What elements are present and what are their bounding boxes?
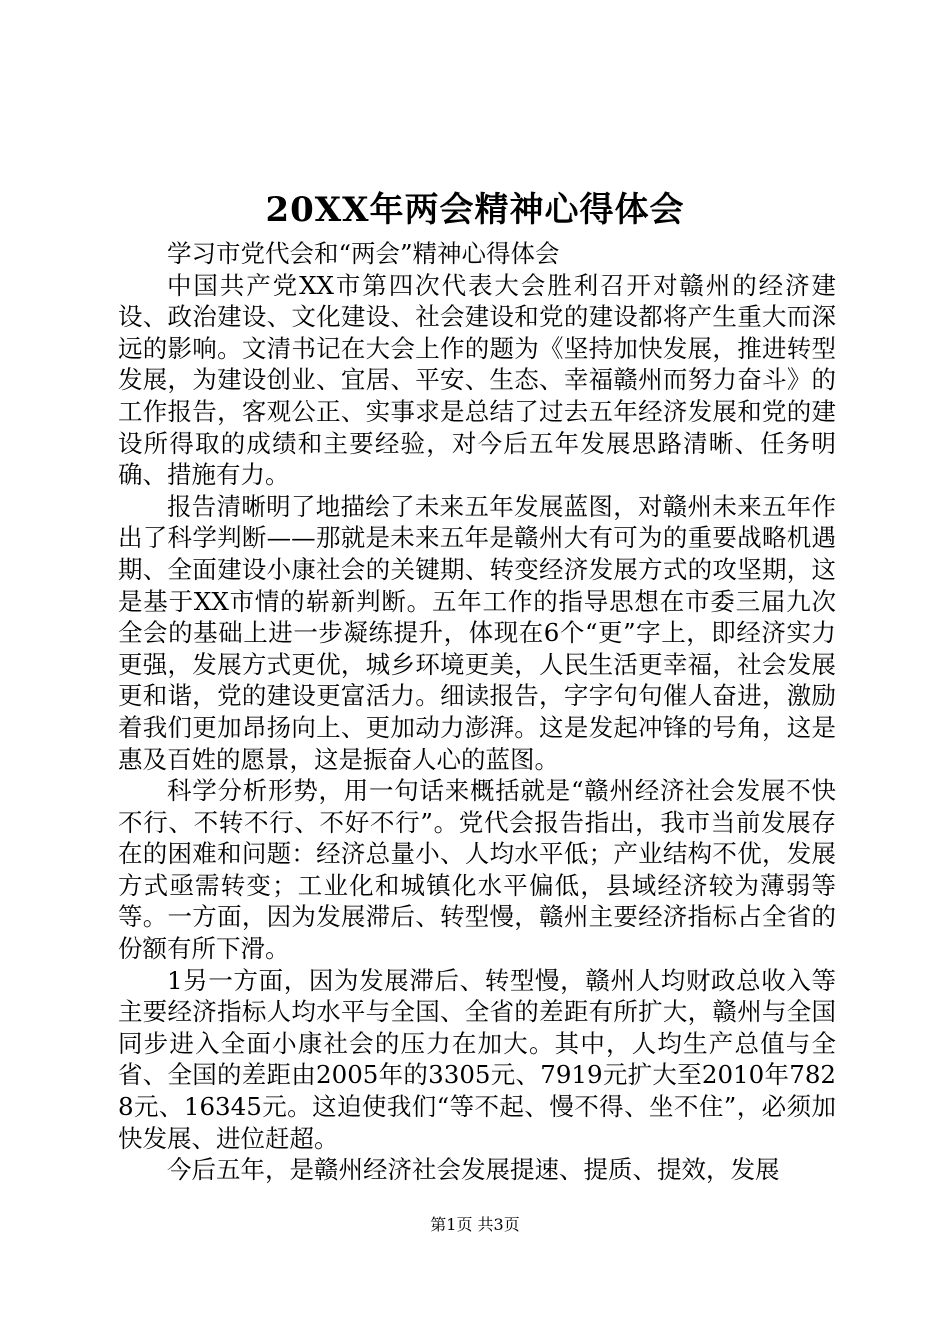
document-body — [118, 238, 836, 1186]
document-title: 20XX年两会精神心得体会 — [265, 190, 685, 230]
paragraph: 报告清晰明了地描绘了未来五年发展蓝图，对赣州未来五年作出了科学判断——那就是未来五年是赣州大有可为的重要战略机遇期、全面建设小康社会的关键期、转变经济发展方式的攻坚期，这是基于XX市情的崭新判断。五年工作的指导思想在市委三届九次全会的基础上进一步凝练提升，体现在6个“更”字上，即经济实力更强，发展方式更优，城乡环境更美，人民生活更幸福，社会发展更和谐，党的建设更富活力。细读报告，字字句句催人奋进，激励着我们更加昂扬向上、更加动力澎湃。这是发起冲锋的号角，这是惠及百姓的愿景，这是振奋人心的蓝图。 — [118, 491, 836, 774]
paragraph: 科学分析形势，用一句话来概括就是“赣州经济社会发展不快不行、不转不行、不好不行”。党代会报告指出，我市当前发展存在的困难和问题：经济总量小、人均水平低；产业结构不优，发展方式亟需转变；工业化和城镇化水平偏低，县域经济较为薄弱等等。一方面，因为发展滞后、转型慢，赣州主要经济指标占全省的份额有所下滑。 — [118, 776, 836, 964]
page-number-footer: 第1页 共3页 — [430, 1215, 520, 1234]
paragraph: 1另一方面，因为发展滞后、转型慢，赣州人均财政总收入等主要经济指标人均水平与全国、全省的差距有所扩大，赣州与全国同步进入全面小康社会的压力在加大。其中，人均生产总值与全省、全国的差距由2005年的3305元、7919元扩大至2010年7828元、16345元。这迫使我们“等不起、慢不得、坐不住”，必须加快发展、进位赶超。 — [118, 965, 836, 1153]
paragraph: 中国共产党XX市第四次代表大会胜利召开对赣州的经济建设、政治建设、文化建设、社会建设和党的建设都将产生重大而深远的影响。文清书记在大会上作的题为《坚持加快发展，推进转型发展，为建设创业、宜居、平安、生态、幸福赣州而努力奋斗》的工作报告，客观公正、实事求是总结了过去五年经济发展和党的建设所得取的成绩和主要经验，对今后五年发展思路清晰、任务明确、措施有力。 — [118, 270, 836, 490]
paragraph-heading: 学习市党代会和“两会”精神心得体会 — [167, 239, 560, 268]
paragraph: 今后五年，是赣州经济社会发展提速、提质、提效，发展 — [167, 1155, 780, 1185]
